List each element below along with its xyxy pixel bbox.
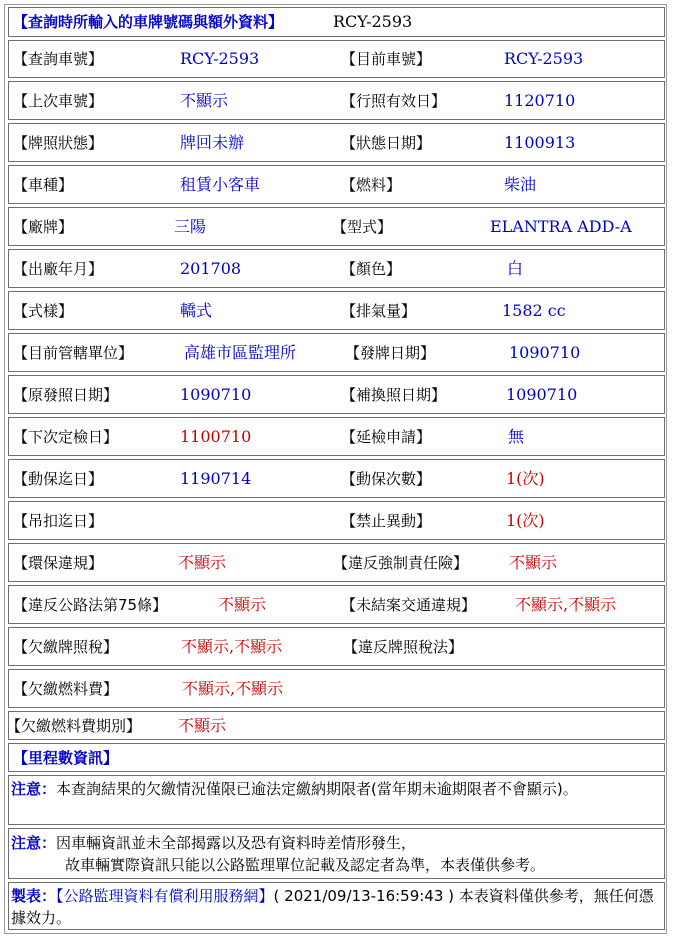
label-fuel: 【燃料】 — [341, 176, 402, 194]
value-jurisdiction: 高雄市區監理所 — [184, 343, 297, 362]
label-transfer-ban: 【禁止異動】 — [341, 512, 432, 530]
label-previous-plate: 【上次車號】 — [13, 92, 104, 110]
label-displacement: 【排氣量】 — [341, 302, 417, 320]
row-query-plate — [8, 40, 665, 78]
value-displacement: 1582 cc — [502, 301, 566, 320]
value-color: 白 — [507, 259, 524, 278]
label-insurance-violation: 【違反強制責任險】 — [333, 554, 469, 572]
label-replacement-date: 【補換照日期】 — [341, 386, 447, 404]
note-arrears-key: 注意： — [11, 780, 57, 798]
value-replacement-date: 1090710 — [506, 385, 578, 404]
value-next-inspection: 1100710 — [180, 427, 252, 446]
label-environmental: 【環保違規】 — [13, 554, 104, 572]
label-license-valid: 【行照有效日】 — [341, 92, 447, 110]
note-disclosure-key: 注意： — [11, 834, 57, 852]
note-producer-service: 【公路監理資料有償利用服務網】 — [56, 887, 274, 905]
label-model: 【型式】 — [332, 218, 393, 236]
label-lien-end: 【動保迄日】 — [13, 470, 104, 488]
value-current-plate: RCY-2593 — [504, 49, 584, 68]
value-manufacture-date: 201708 — [180, 259, 242, 278]
mileage-title: 【里程數資訊】 — [13, 749, 119, 767]
label-lien-count: 【動保次數】 — [341, 470, 432, 488]
value-traffic-violation: 不顯示,不顯示 — [515, 595, 617, 614]
row-body-style — [8, 291, 665, 330]
value-lien-end: 1190714 — [180, 469, 252, 488]
value-body-style: 轎式 — [180, 301, 213, 320]
label-suspension-end: 【吊扣迄日】 — [13, 512, 104, 530]
label-license-tax: 【欠繳牌照稅】 — [13, 638, 119, 656]
value-highway-act: 不顯示 — [218, 595, 267, 614]
header-row — [8, 7, 665, 37]
row-manufacture-date — [8, 249, 665, 288]
label-fuel-fee-period: 【欠繳燃料費期別】 — [6, 717, 142, 735]
value-issue-date: 1090710 — [509, 343, 581, 362]
row-plate-status — [8, 123, 665, 162]
note-arrears-text: 本查詢結果的欠繳情況僅限已逾法定繳納期限者(當年期未逾期限者不會顯示)。 — [56, 780, 578, 798]
note-disclosure-line2: 故車輛實際資訊只能以公路監理單位記載及認定者為準，本表僅供參考。 — [65, 856, 546, 874]
label-extension: 【延檢申請】 — [341, 428, 432, 446]
value-license-valid: 1120710 — [504, 91, 576, 110]
row-brand — [8, 207, 665, 246]
label-brand: 【廠牌】 — [13, 218, 74, 236]
label-manufacture-date: 【出廠年月】 — [13, 260, 104, 278]
label-color: 【顏色】 — [341, 260, 402, 278]
value-previous-plate: 不顯示 — [180, 91, 229, 110]
value-license-tax: 不顯示,不顯示 — [181, 637, 283, 656]
row-suspension-end — [8, 501, 665, 540]
row-previous-plate — [8, 81, 665, 120]
value-vehicle-type: 租賃小客車 — [180, 175, 261, 194]
value-plate-status: 牌回未辦 — [180, 133, 245, 152]
label-status-date: 【狀態日期】 — [341, 134, 432, 152]
note-producer-key: 製表： — [11, 887, 57, 905]
label-issue-date: 【發牌日期】 — [345, 344, 436, 362]
row-lien-end — [8, 459, 665, 498]
label-plate-status: 【牌照狀態】 — [13, 134, 104, 152]
value-query-plate: RCY-2593 — [180, 49, 260, 68]
row-original-issue — [8, 375, 665, 414]
label-query-plate: 【查詢車號】 — [13, 50, 104, 68]
note-disclosure — [8, 828, 665, 879]
label-next-inspection: 【下次定檢日】 — [13, 428, 119, 446]
note-arrears — [8, 775, 665, 825]
value-fuel: 柴油 — [504, 175, 537, 194]
row-jurisdiction — [8, 333, 665, 372]
value-model: ELANTRA ADD-A — [490, 217, 632, 236]
value-status-date: 1100913 — [504, 133, 576, 152]
row-mileage — [8, 743, 665, 772]
value-extension: 無 — [508, 427, 525, 446]
header-title: 【查詢時所輸入的車牌號碼與額外資料】 — [13, 13, 284, 31]
row-next-inspection — [8, 417, 665, 456]
note-producer — [8, 882, 665, 930]
label-original-issue: 【原發照日期】 — [13, 386, 119, 404]
row-fuel-fee — [8, 669, 665, 708]
value-fuel-fee-period: 不顯示 — [178, 716, 227, 735]
value-lien-count: 1(次) — [506, 469, 545, 488]
value-environmental: 不顯示 — [178, 553, 227, 572]
value-insurance-violation: 不顯示 — [509, 553, 558, 572]
label-fuel-fee: 【欠繳燃料費】 — [13, 680, 119, 698]
note-producer-text: ( 2021/09/13-16:59:43 ) 本表資料僅供參考，無任何憑據效力。 — [11, 887, 654, 927]
row-environmental — [8, 543, 665, 582]
row-license-tax — [8, 627, 665, 666]
value-original-issue: 1090710 — [180, 385, 252, 404]
value-brand: 三陽 — [174, 217, 207, 236]
label-current-plate: 【目前車號】 — [341, 50, 432, 68]
label-traffic-violation: 【未結案交通違規】 — [341, 596, 477, 614]
label-vehicle-type: 【車種】 — [13, 176, 74, 194]
row-fuel-fee-period — [8, 711, 665, 740]
label-jurisdiction: 【目前管轄單位】 — [13, 344, 134, 362]
label-license-tax-law: 【違反牌照稅法】 — [343, 638, 464, 656]
row-highway-act — [8, 585, 665, 624]
header-plate: RCY-2593 — [333, 12, 413, 31]
label-body-style: 【式樣】 — [13, 302, 74, 320]
label-highway-act: 【違反公路法第75條】 — [13, 596, 168, 614]
row-vehicle-type — [8, 165, 665, 204]
value-transfer-ban: 1(次) — [506, 511, 545, 530]
value-fuel-fee: 不顯示,不顯示 — [182, 679, 284, 698]
note-disclosure-line1: 因車輛資訊並未全部揭露以及恐有資料時差情形發生， — [56, 834, 417, 852]
